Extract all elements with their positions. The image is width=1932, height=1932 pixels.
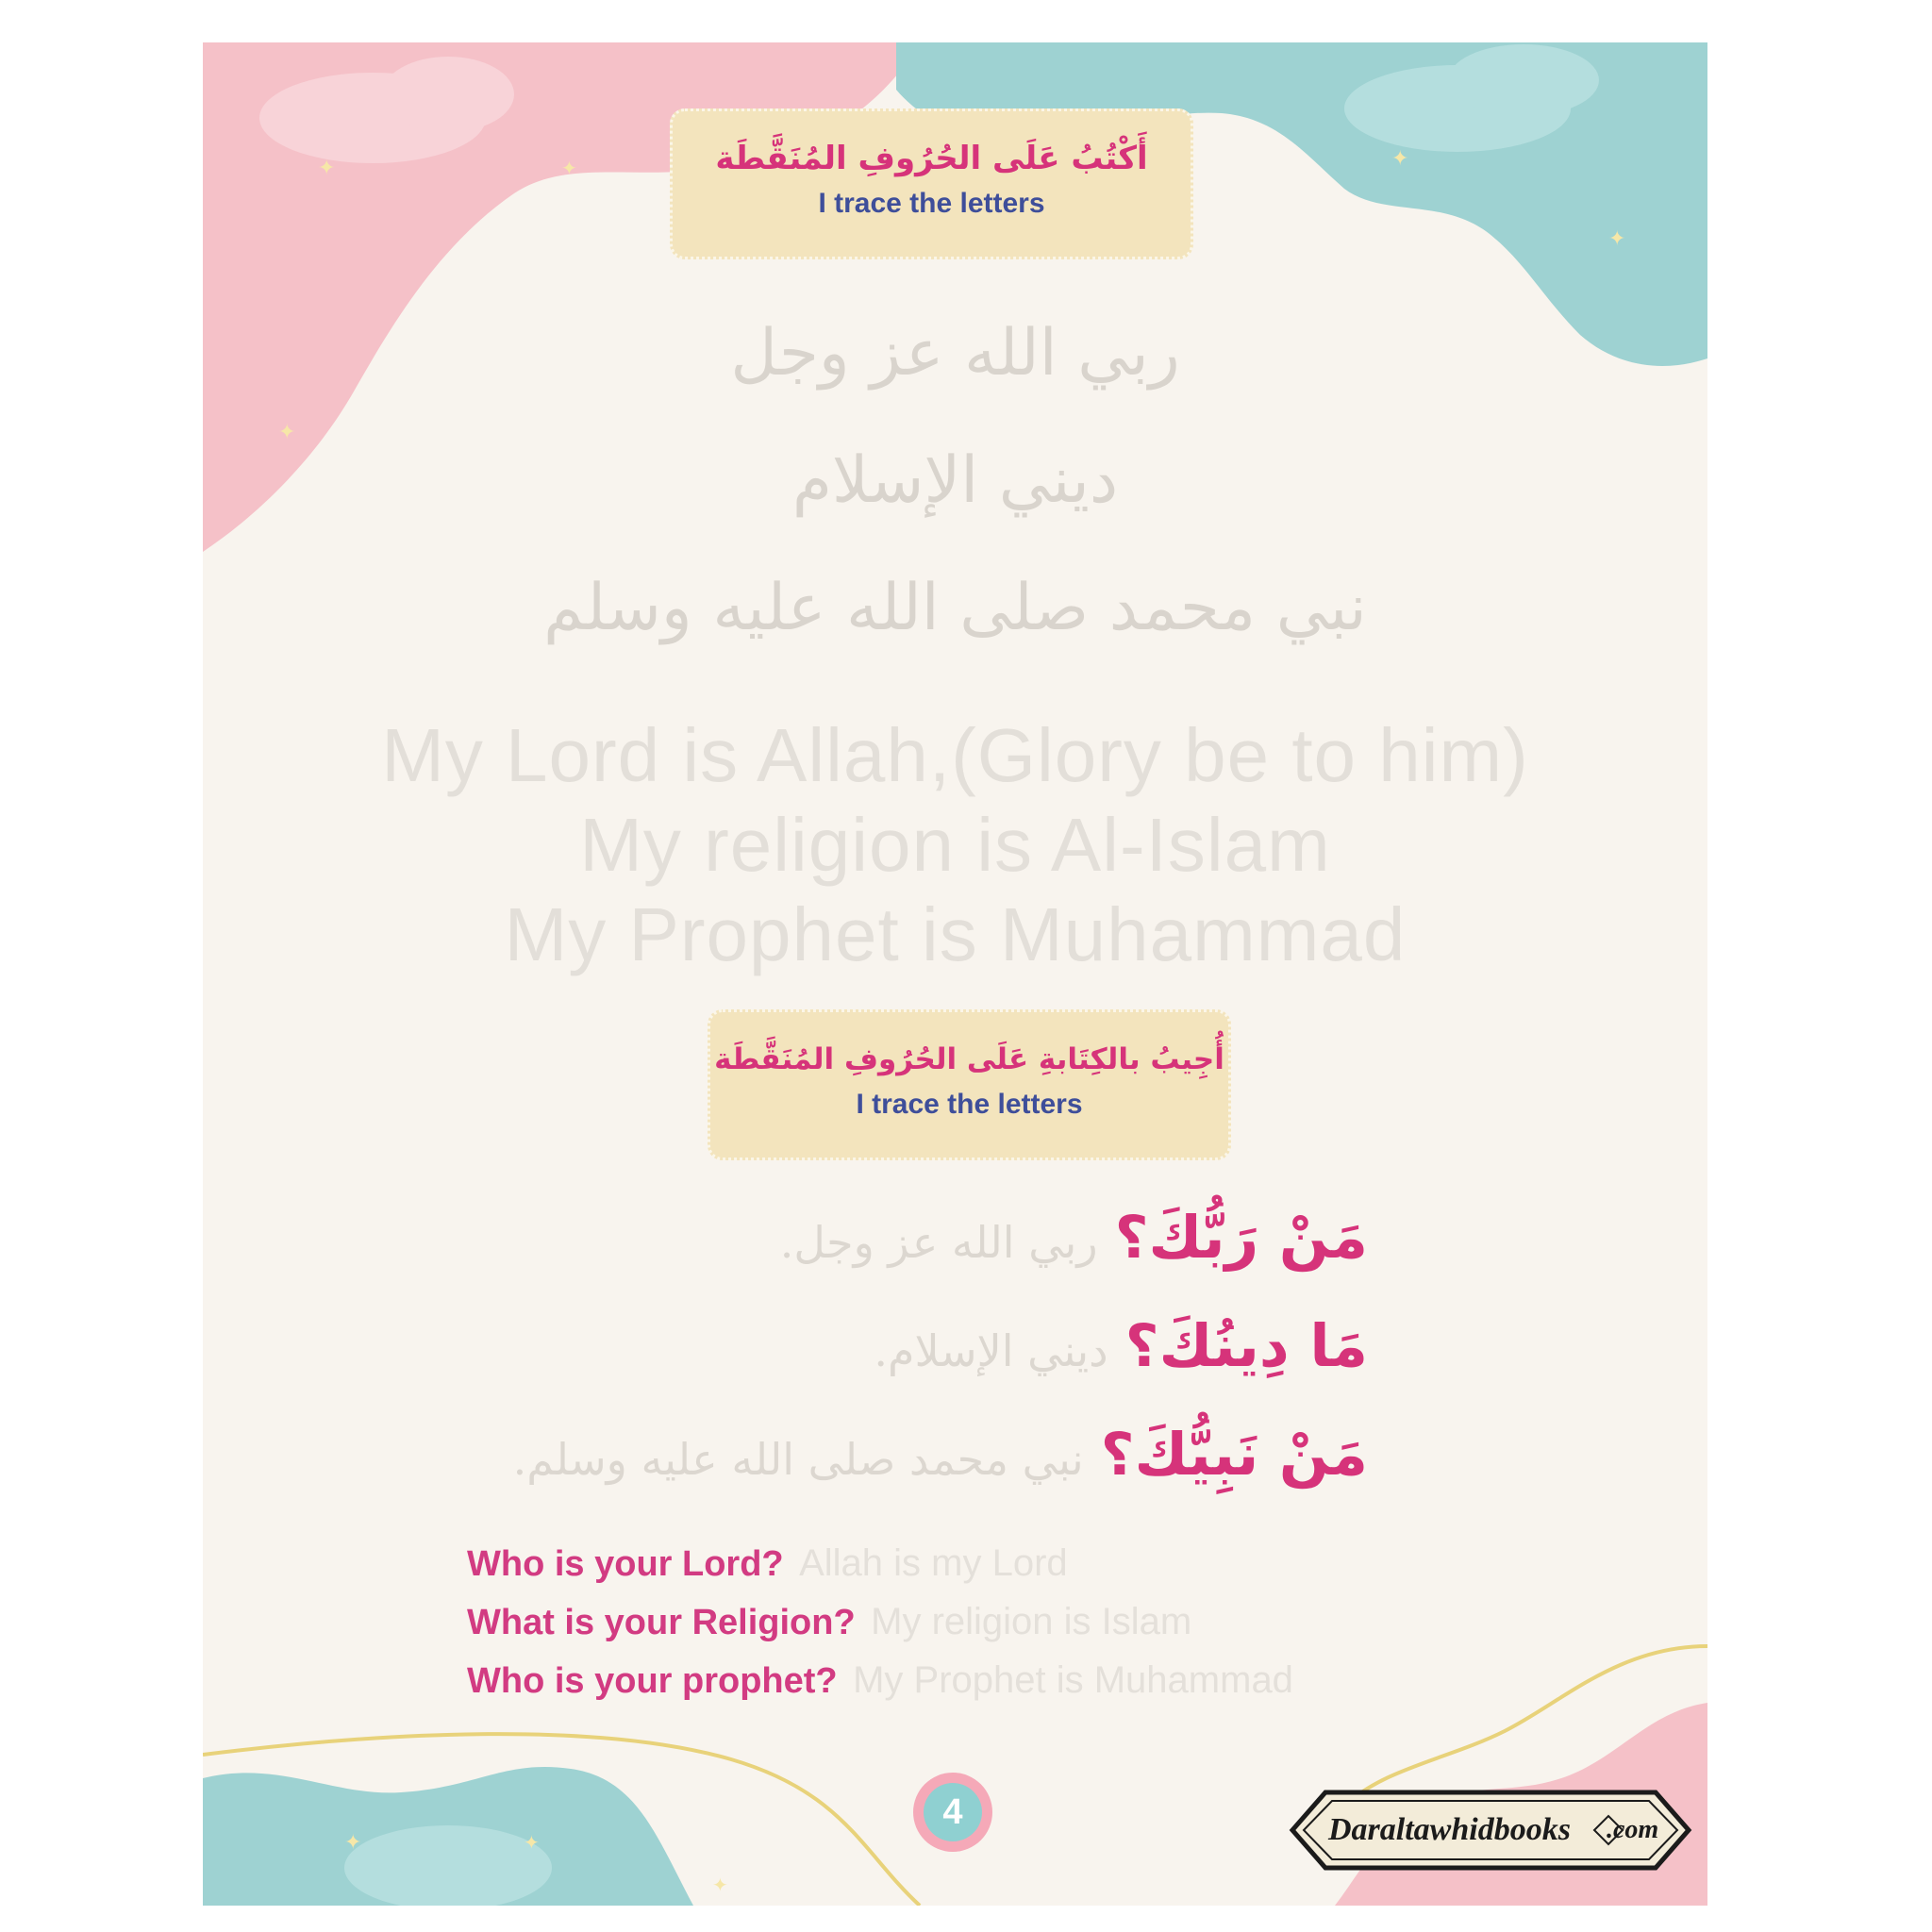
arabic-question: مَنْ نَبِيُّكَ؟ (1100, 1420, 1368, 1489)
star-icon: ✦ (278, 421, 296, 444)
watermark-suffix: .com (1607, 1815, 1659, 1844)
star-icon: ✦ (344, 1831, 362, 1855)
english-qa-row (467, 1542, 1068, 1585)
arabic-trace-answer: ربي الله عز وجل. (779, 1217, 1098, 1268)
english-qa-row (467, 1601, 1191, 1643)
english-question: Who is your Lord? (467, 1544, 784, 1584)
banner-arabic-heading: أُجِيبُ بالكِتَابةِ عَلَى الحُرُوفِ المُنَقَّطَة (714, 1042, 1224, 1076)
trace-arabic-line: ديني الإسلام (791, 443, 1119, 518)
star-icon: ✦ (524, 1831, 540, 1854)
star-icon: ✦ (1608, 227, 1626, 251)
trace-english-line: My Lord is Allah,(Glory be to him) (381, 713, 1529, 797)
english-trace-answer: My Prophet is Muhammad (853, 1659, 1293, 1701)
star-icon: ✦ (561, 157, 577, 179)
banner-english-heading: I trace the letters (818, 188, 1045, 219)
english-trace-answer: Allah is my Lord (799, 1542, 1068, 1584)
arabic-qa-row (780, 1203, 1368, 1272)
page-number: 4 (924, 1783, 982, 1841)
trace-arabic-line: ربي الله عز وجل (730, 316, 1180, 391)
instruction-banner-middle (708, 1009, 1231, 1160)
star-icon: ✦ (318, 157, 336, 180)
trace-english-line: My Prophet is Muhammad (504, 892, 1407, 976)
arabic-qa-row (874, 1311, 1368, 1380)
worksheet-page (203, 42, 1707, 1906)
arabic-trace-answer: ديني الإسلام. (874, 1325, 1108, 1376)
english-trace-answer: My religion is Islam (871, 1601, 1192, 1642)
english-question: Who is your prophet? (467, 1661, 838, 1701)
cloud-shape (1448, 44, 1599, 116)
arabic-question: مَنْ رَبُّكَ؟ (1114, 1203, 1368, 1272)
star-icon: ✦ (712, 1874, 728, 1896)
trace-arabic-line: نبي محمد صلى الله عليه وسلم (543, 571, 1367, 645)
banner-arabic-heading: أَكْتُبُ عَلَى الحُرُوفِ المُنَقَّطَة (715, 140, 1148, 177)
watermark-logo (1283, 1778, 1698, 1882)
arabic-question: مَا دِينُكَ؟ (1124, 1311, 1368, 1380)
star-icon: ✦ (1391, 147, 1409, 171)
instruction-banner-top (670, 108, 1193, 259)
arabic-trace-answer: نبي محمد صلى الله عليه وسلم. (512, 1434, 1084, 1485)
watermark-name: Daraltawhidbooks (1328, 1812, 1571, 1847)
banner-english-heading: I trace the letters (856, 1089, 1083, 1120)
trace-english-line: My religion is Al-Islam (579, 803, 1331, 887)
cloud-shape (382, 57, 514, 132)
english-qa-row (467, 1659, 1293, 1702)
arabic-qa-row (513, 1420, 1368, 1489)
page-number-badge (913, 1773, 992, 1852)
english-question: What is your Religion? (467, 1603, 856, 1642)
